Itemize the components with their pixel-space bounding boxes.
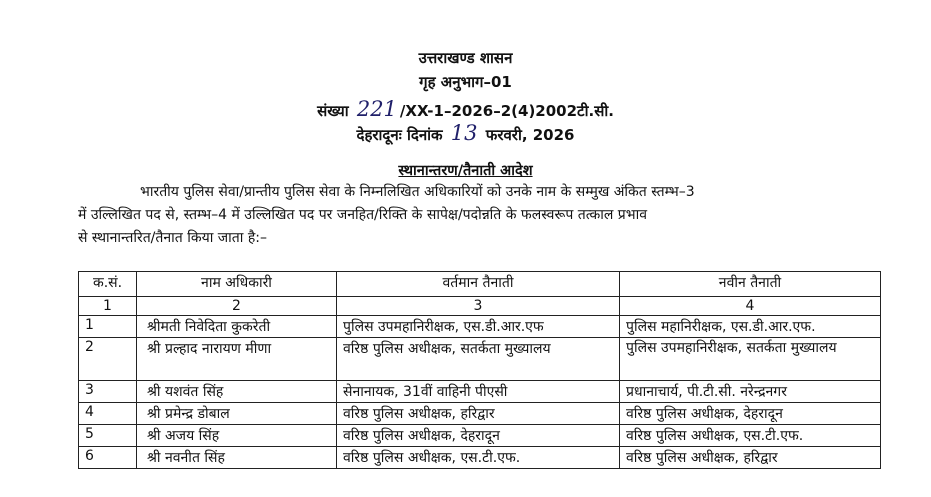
row-officer-name: श्रीमती निवेदिता कुकरेती bbox=[137, 316, 337, 338]
row-new-posting: वरिष्ठ पुलिस अधीक्षक, हरिद्वार bbox=[620, 447, 881, 469]
place-date bbox=[0, 121, 931, 145]
order-number-handwritten: 221 bbox=[356, 97, 397, 121]
row-current-posting: सेनानायक, 31वीं वाहिनी पीएसी bbox=[337, 381, 620, 403]
body-line-2: में उल्लिखित पद से, स्तम्भ–4 में उल्लिखित पद पर जनहित/रिक्ति के सापेक्ष/पदोन्नति के फलस्वरूप तत्काल प्रभाव bbox=[78, 207, 648, 223]
row-current-posting: वरिष्ठ पुलिस अधीक्षक, एस.टी.एफ. bbox=[337, 447, 620, 469]
row-new-posting: प्रधानाचार्य, पी.टी.सी. नरेन्द्रनगर bbox=[620, 381, 881, 403]
row-current-posting: पुलिस उपमहानिरीक्षक, एस.डी.आर.एफ bbox=[337, 316, 620, 338]
date-suffix: फरवरी, 2026 bbox=[485, 126, 575, 144]
row-officer-name: श्री प्रल्हाद नारायण मीणा bbox=[137, 338, 337, 381]
table-row bbox=[79, 403, 881, 425]
body-line-3: से स्थानान्तरित/तैनात किया जाता है:– bbox=[78, 230, 267, 246]
row-new-posting: पुलिस महानिरीक्षक, एस.डी.आर.एफ. bbox=[620, 316, 881, 338]
row-serial: 6 bbox=[79, 447, 137, 469]
transfer-table bbox=[78, 271, 881, 469]
row-serial: 1 bbox=[79, 316, 137, 338]
order-number-prefix: संख्या bbox=[317, 102, 349, 120]
column-number-row bbox=[79, 297, 881, 316]
row-new-posting: पुलिस उपमहानिरीक्षक, सतर्कता मुख्यालय bbox=[620, 338, 881, 381]
column-number: 3 bbox=[337, 297, 620, 316]
order-subject: स्थानान्तरण/तैनाती आदेश bbox=[398, 163, 533, 179]
row-officer-name: श्री अजय सिंह bbox=[137, 425, 337, 447]
header-serial: क.सं. bbox=[79, 272, 137, 297]
row-serial: 4 bbox=[79, 403, 137, 425]
row-new-posting: वरिष्ठ पुलिस अधीक्षक, एस.टी.एफ. bbox=[620, 425, 881, 447]
table-row bbox=[79, 316, 881, 338]
row-serial: 3 bbox=[79, 381, 137, 403]
date-handwritten: 13 bbox=[450, 121, 478, 145]
header-officer-name: नाम अधिकारी bbox=[137, 272, 337, 297]
table-row bbox=[79, 447, 881, 469]
table-row bbox=[79, 338, 881, 381]
table-header-row bbox=[79, 272, 881, 297]
row-officer-name: श्री नवनीत सिंह bbox=[137, 447, 337, 469]
table-row bbox=[79, 381, 881, 403]
header-current-posting: वर्तमान तैनाती bbox=[337, 272, 620, 297]
column-number: 4 bbox=[620, 297, 881, 316]
body-line-1: भारतीय पुलिस सेवा/प्रान्तीय पुलिस सेवा के निम्नलिखित अधिकारियों को उनके नाम के सम्मुख अंकित स्तम्भ–3 bbox=[140, 184, 695, 200]
row-officer-name: श्री प्रमेन्द्र डोबाल bbox=[137, 403, 337, 425]
row-current-posting: वरिष्ठ पुलिस अधीक्षक, सतर्कता मुख्यालय bbox=[337, 338, 620, 381]
row-serial: 2 bbox=[79, 338, 137, 381]
header-department: गृह अनुभाग–01 bbox=[419, 73, 512, 91]
row-current-posting: वरिष्ठ पुलिस अधीक्षक, हरिद्वार bbox=[337, 403, 620, 425]
column-number: 2 bbox=[137, 297, 337, 316]
place-date-prefix: देहरादूनः दिनांक bbox=[356, 126, 443, 144]
header-government: उत्तराखण्ड शासन bbox=[418, 49, 513, 67]
column-number: 1 bbox=[79, 297, 137, 316]
order-number-suffix: /XX-1–2026–2(4)2002टी.सी. bbox=[399, 102, 614, 120]
row-new-posting: वरिष्ठ पुलिस अधीक्षक, देहरादून bbox=[620, 403, 881, 425]
header-new-posting: नवीन तैनाती bbox=[620, 272, 881, 297]
row-serial: 5 bbox=[79, 425, 137, 447]
order-number bbox=[0, 97, 931, 121]
table-row bbox=[79, 425, 881, 447]
row-current-posting: वरिष्ठ पुलिस अधीक्षक, देहरादून bbox=[337, 425, 620, 447]
row-officer-name: श्री यशवंत सिंह bbox=[137, 381, 337, 403]
